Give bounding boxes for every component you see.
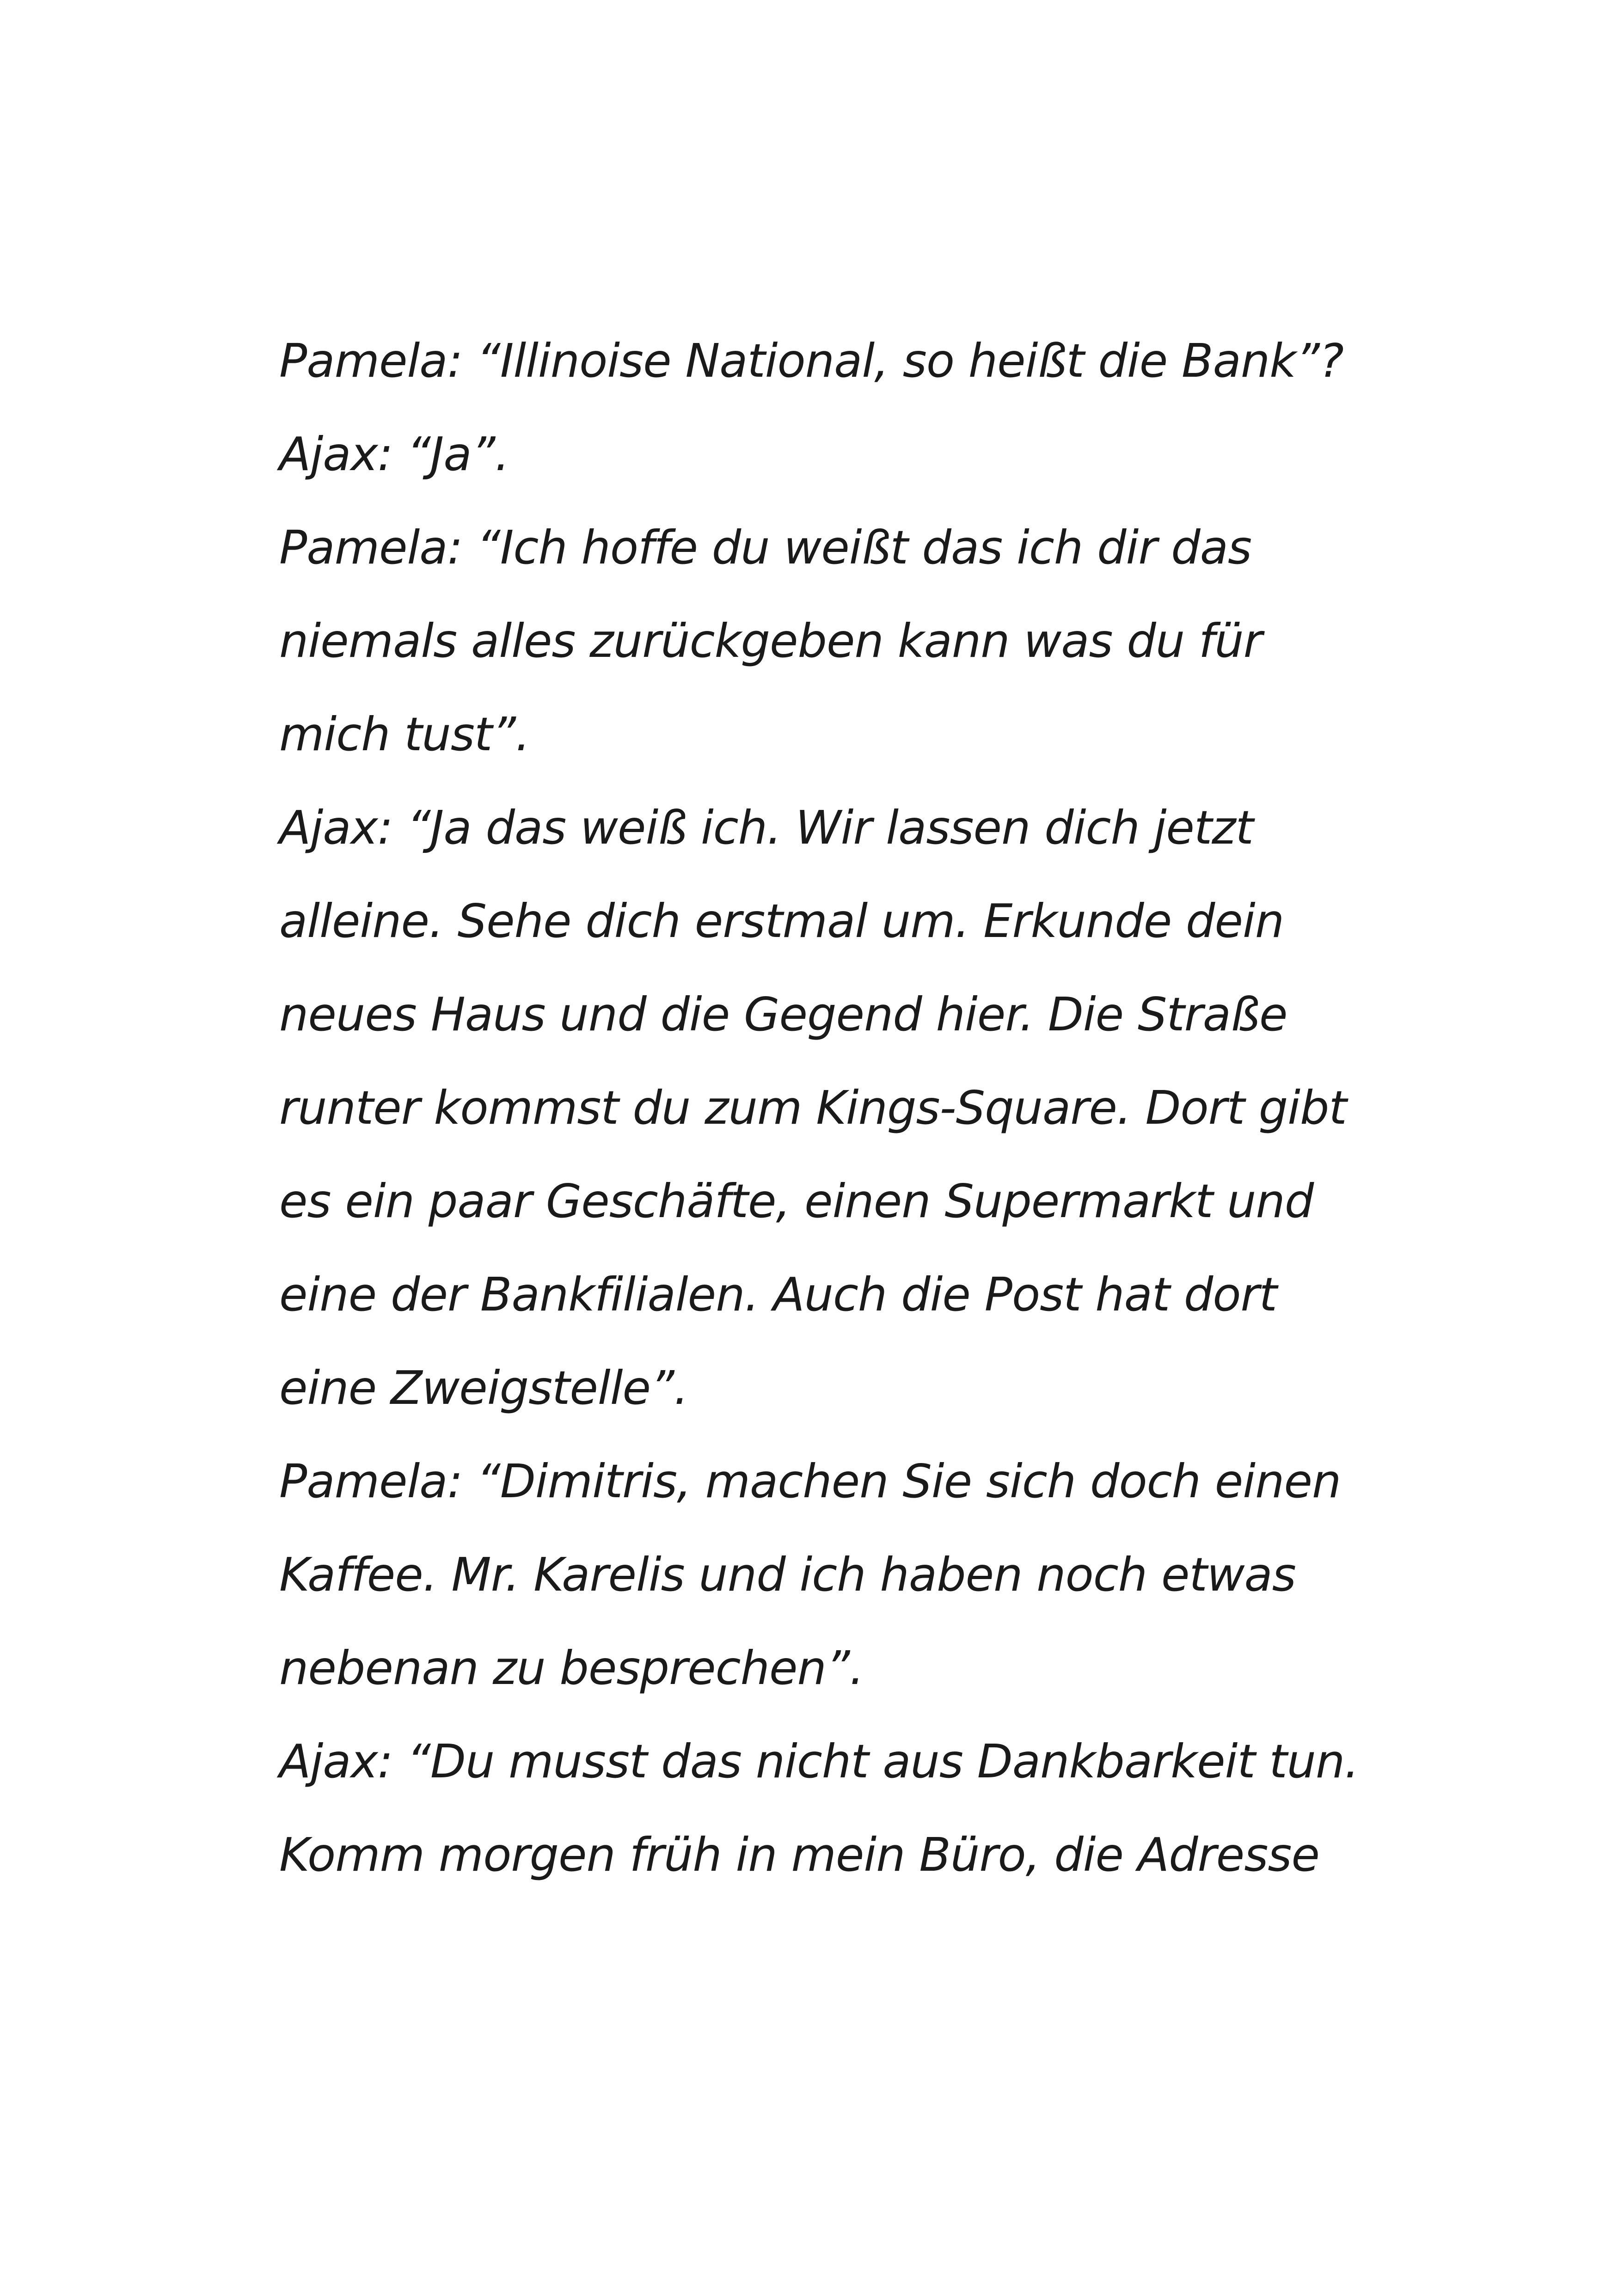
text-line: eine der Bankfilialen. Auch die Post hat dort [279,1267,1277,1322]
text-line: Komm morgen früh in mein Büro, die Adresse [279,1828,1320,1882]
text-line: es ein paar Geschäfte, einen Supermarkt und [279,1174,1314,1228]
text-line: nebenan zu besprechen”. [279,1641,864,1695]
text-line: alleine. Sehe dich erstmal um. Erkunde dein [279,894,1284,948]
text-line: Pamela: “Dimitris, machen Sie sich doch einen [279,1454,1341,1508]
text-line: Pamela: “Illinoise National, so heißt die Bank”? [279,334,1344,388]
text-line: niemals alles zurückgeben kann was du für [279,614,1262,668]
text-line: Ajax: “Ja das weiß ich. Wir lassen dich jetzt [279,801,1253,855]
dialogue-text [279,314,1359,1902]
text-line: Ajax: “Du musst das nicht aus Dankbarkeit tun. [279,1734,1359,1788]
text-line: Kaffee. Mr. Karelis und ich haben noch etwas [279,1548,1296,1602]
text-line: runter kommst du zum Kings-Square. Dort gibt [279,1081,1347,1135]
text-line: eine Zweigstelle”. [279,1361,688,1415]
text-line: Pamela: “Ich hoffe du weißt das ich dir das [279,520,1252,575]
text-line: mich tust”. [279,707,530,761]
text-line: Ajax: “Ja”. [279,427,509,481]
text-line: neues Haus und die Gegend hier. Die Straße [279,987,1287,1041]
